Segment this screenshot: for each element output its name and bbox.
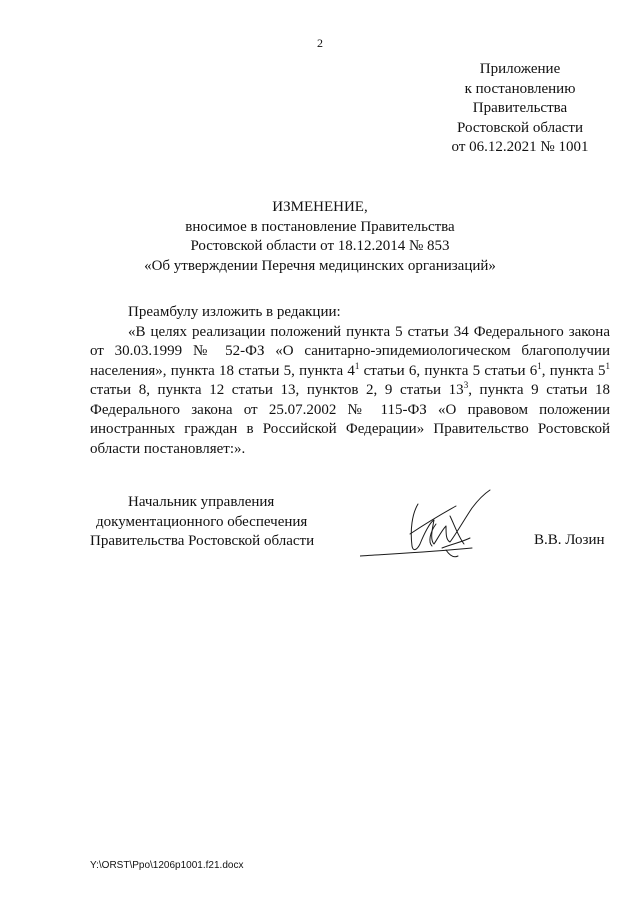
signer-name: В.В. Лозин (534, 532, 605, 548)
appendix-block (420, 60, 620, 158)
preamble-text: статьи 8, пункта 12 статьи 13, пунктов 2, 9 статьи 13 (90, 382, 464, 398)
body-text (90, 303, 610, 459)
superscript: 1 (605, 360, 610, 371)
document-heading (0, 198, 640, 276)
appendix-line: Ростовской области (457, 119, 583, 136)
page-number: 2 (317, 36, 323, 50)
heading-title: ИЗМЕНЕНИЕ, (272, 199, 368, 215)
preamble-text: , пункта 5 (541, 362, 606, 379)
appendix-line: к постановлению (464, 80, 576, 97)
position-line: Правительства Ростовской области (90, 533, 315, 549)
position-line: Начальник управления (128, 494, 275, 510)
heading-line: «Об утверждении Перечня медицинских организаций» (144, 257, 496, 274)
superscript: 1 (354, 360, 360, 371)
position-line: документационного обеспечения (96, 513, 308, 530)
appendix-line: Приложение (479, 61, 561, 77)
file-path: Y:\ORST\Ppo\1206p1001.f21.docx (90, 860, 244, 871)
heading-line: вносимое в постановление Правительства (185, 218, 455, 235)
preamble-text: «В целях реализации положений пункта 5 статьи 34 Федерального закона от 30.03.1999 № 52-ФЗ «О санитарно-эпидемиологическом благополучии населения», пункта 18 статьи 5, пункта 4 (90, 323, 610, 379)
appendix-line: Правительства (472, 100, 568, 116)
appendix-line: от 06.12.2021 № 1001 (451, 139, 589, 155)
superscript: 3 (463, 380, 469, 390)
preamble-text: статьи 6, пункта 5 статьи 6 (359, 362, 538, 379)
preamble-paragraph (90, 323, 610, 460)
intro-paragraph: Преамбулу изложить в редакции: (128, 304, 341, 320)
signature-block (90, 493, 314, 552)
superscript: 1 (537, 360, 542, 371)
heading-line: Ростовской области от 18.12.2014 № 853 (190, 238, 450, 254)
preamble-text: , пункта 9 статьи 18 Федерального закона от 25.07.2002 № 115-ФЗ «О правовом положении иностранных граждан в Российской Федерации» Правительство Ростовской области постановляет:». (90, 382, 610, 457)
handwritten-signature (360, 486, 510, 566)
